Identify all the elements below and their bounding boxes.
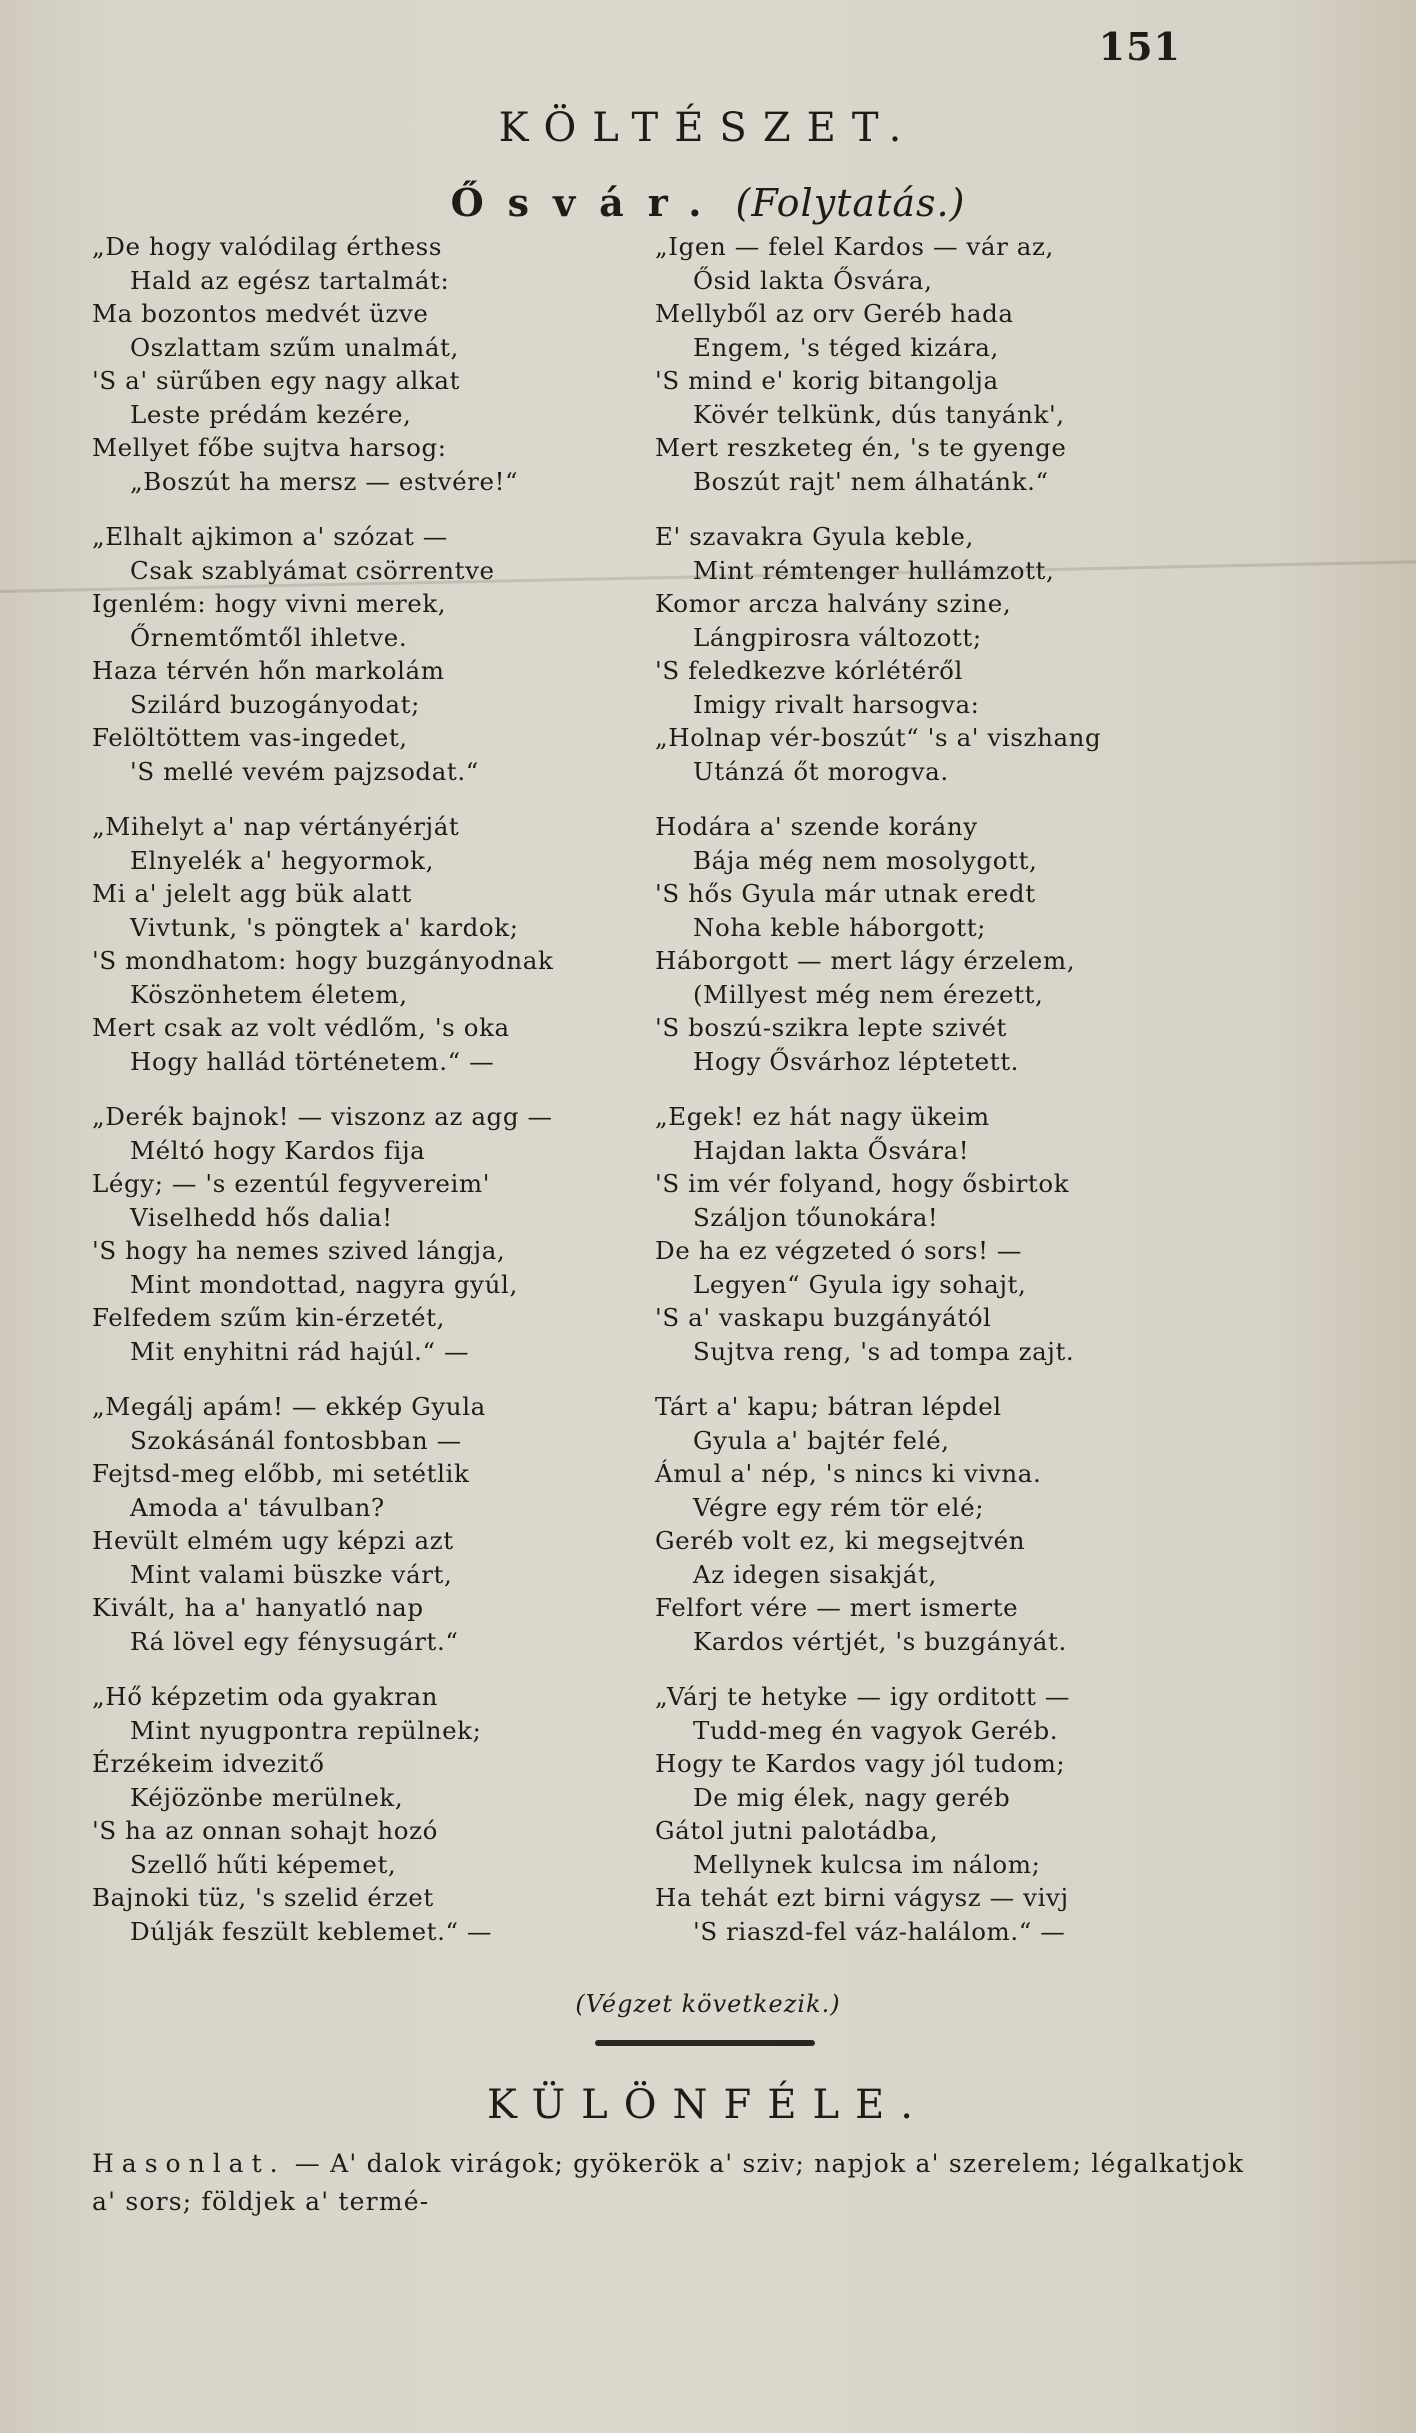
verse-line: Hald az egész tartalmát: xyxy=(130,265,450,295)
verse-line: „Elhalt ajkimon a' szózat — xyxy=(92,522,448,551)
verse-line: Kéjözönbe merülnek, xyxy=(130,1782,404,1812)
verse-line: Hogy Ősvárhoz léptetett. xyxy=(693,1046,1020,1076)
verse-line: 'S mellé vevém pajzsodat.“ xyxy=(130,756,479,786)
verse-line: Mert csak az volt védlőm, 's oka xyxy=(92,1013,510,1042)
section-title: KÖLTÉSZET. xyxy=(498,105,918,151)
to-be-continued-note: (Végzet következik.) xyxy=(575,1990,841,2018)
verse-line: 'S ha az onnan sohajt hozó xyxy=(92,1816,438,1845)
verse-line: Kardos vértjét, 's buzgányát. xyxy=(693,1626,1067,1656)
verse-line: Gátol jutni palotádba, xyxy=(655,1816,939,1845)
verse-line: 'S boszú-szikra lepte szivét xyxy=(655,1013,1007,1042)
verse-line: Kivált, ha a' hanyatló nap xyxy=(92,1593,424,1622)
verse-line: Elnyelék a' hegyormok, xyxy=(130,845,435,875)
left-stanza xyxy=(92,1680,652,1948)
verse-line: Boszút rajt' nem álhatánk.“ xyxy=(693,466,1049,496)
poem-name: Ősvár. xyxy=(450,180,726,225)
verse-line: Csak szablyámat csörrentve xyxy=(130,555,495,585)
verse-line: Köszönhetem életem, xyxy=(130,979,408,1009)
verse-line: Ámul a' nép, 's nincs ki vivna. xyxy=(655,1459,1042,1488)
verse-line: Engem, 's téged kizára, xyxy=(693,332,999,362)
verse-line: 'S feledkezve kórlétéről xyxy=(655,656,963,685)
verse-line: Leste prédám kezére, xyxy=(130,399,412,429)
verse-line: Lángpirosra változott; xyxy=(693,622,982,652)
verse-line: Ha tehát ezt birni vágysz — vivj xyxy=(655,1883,1069,1912)
poem-continuation-note: (Folytatás.) xyxy=(735,181,966,225)
verse-line: Légy; — 's ezentúl fegyvereim' xyxy=(92,1169,491,1198)
verse-line: 'S a' vaskapu buzgányától xyxy=(655,1303,992,1332)
verse-line: Gyula a' bajtér felé, xyxy=(693,1425,950,1455)
verse-line: „Hő képzetim oda gyakran xyxy=(92,1682,439,1711)
verse-line: Haza térvén hőn markolám xyxy=(92,656,445,685)
verse-line: „Boszút ha mersz — estvére!“ xyxy=(130,466,519,496)
right-poem-column xyxy=(655,230,1255,1970)
verse-line: Noha keble háborgott; xyxy=(693,912,987,942)
right-stanza xyxy=(655,520,1255,788)
verse-line: Sujtva reng, 's ad tompa zajt. xyxy=(693,1336,1075,1366)
verse-line: Tárt a' kapu; bátran lépdel xyxy=(655,1392,1002,1421)
left-stanza xyxy=(92,810,652,1078)
right-stanza xyxy=(655,810,1255,1078)
verse-line: Mellyet főbe sujtva harsog: xyxy=(92,433,447,462)
right-stanza xyxy=(655,1390,1255,1658)
verse-line: Mellynek kulcsa im nálom; xyxy=(693,1849,1041,1879)
verse-line: Méltó hogy Kardos fija xyxy=(130,1135,426,1165)
verse-line: 'S im vér folyand, hogy ősbirtok xyxy=(655,1169,1070,1198)
verse-line: Mellyből az orv Geréb hada xyxy=(655,299,1014,328)
verse-line: Szokásánál fontosbban — xyxy=(130,1425,462,1455)
verse-line: „Igen — felel Kardos — vár az, xyxy=(655,232,1054,261)
verse-line: Fejtsd-meg előbb, mi setétlik xyxy=(92,1459,470,1488)
left-stanza xyxy=(92,1390,652,1658)
verse-line: Mi a' jelelt agg bük alatt xyxy=(92,879,412,908)
verse-line: „Mihelyt a' nap vértányérját xyxy=(92,812,460,841)
verse-line: 'S hős Gyula már utnak eredt xyxy=(655,879,1036,908)
verse-line: Amoda a' távulban? xyxy=(130,1492,385,1522)
verse-line: Mint rémtenger hullámzott, xyxy=(693,555,1055,585)
verse-line: De mig élek, nagy geréb xyxy=(693,1782,1011,1812)
verse-line: Száljon tőunokára! xyxy=(693,1202,939,1232)
verse-line: 'S hogy ha nemes szived lángja, xyxy=(92,1236,506,1265)
verse-line: Hogy hallád történetem.“ — xyxy=(130,1046,495,1076)
poem-title xyxy=(0,180,1416,225)
page-number: 151 xyxy=(1098,24,1181,69)
verse-line: Mert reszketeg én, 's te gyenge xyxy=(655,433,1067,462)
verse-line: Végre egy rém tör elé; xyxy=(693,1492,985,1522)
verse-line: Dúlják feszült keblemet.“ — xyxy=(130,1916,493,1946)
verse-line: Ma bozontos medvét üzve xyxy=(92,299,429,328)
verse-line: „Derék bajnok! — viszonz az agg — xyxy=(92,1102,553,1131)
verse-line: Ősid lakta Ősvára, xyxy=(693,265,933,295)
verse-line: Hogy te Kardos vagy jól tudom; xyxy=(655,1749,1066,1778)
verse-line: Kövér telkünk, dús tanyánk', xyxy=(693,399,1065,429)
verse-line: „De hogy valódilag érthess xyxy=(92,232,443,261)
verse-line: Bajnoki tüz, 's szelid érzet xyxy=(92,1883,434,1912)
verse-line: „Holnap vér-boszút“ 's a' viszhang xyxy=(655,723,1102,752)
verse-line: „Egek! ez hát nagy ükeim xyxy=(655,1102,990,1131)
verse-line: „Várj te hetyke — igy orditott — xyxy=(655,1682,1070,1711)
right-stanza xyxy=(655,230,1255,498)
left-stanza xyxy=(92,230,652,498)
verse-line: Legyen“ Gyula igy sohajt, xyxy=(693,1269,1027,1299)
verse-line: (Millyest még nem érezett, xyxy=(693,979,1044,1009)
verse-line: Felfort vére — mert ismerte xyxy=(655,1593,1019,1622)
verse-line: Háborgott — mert lágy érzelem, xyxy=(655,946,1076,975)
verse-line: Geréb volt ez, ki megsejtvén xyxy=(655,1526,1026,1555)
verse-line: Igenlém: hogy vivni merek, xyxy=(92,589,447,618)
verse-line: Mit enyhitni rád hajúl.“ — xyxy=(130,1336,470,1366)
verse-line: Az idegen sisakját, xyxy=(693,1559,937,1589)
verse-line: Bája még nem mosolygott, xyxy=(693,845,1038,875)
misc-text: — A' dalok virágok; gyökerök a' sziv; napjok a' szerelem; légalkatjok a' sors; földjek a' termé- xyxy=(92,2149,1245,2216)
verse-line: Vivtunk, 's pöngtek a' kardok; xyxy=(130,912,519,942)
right-stanza xyxy=(655,1100,1255,1368)
misc-section-title: KÜLÖNFÉLE. xyxy=(487,2082,929,2128)
section-divider xyxy=(595,2040,815,2046)
verse-line: Imigy rivalt harsogva: xyxy=(693,689,980,719)
verse-line: Mint valami büszke várt, xyxy=(130,1559,453,1589)
verse-line: Hodára a' szende korány xyxy=(655,812,978,841)
verse-line: 'S mondhatom: hogy buzgányodnak xyxy=(92,946,554,975)
verse-line: Hevült elmém ugy képzi azt xyxy=(92,1526,454,1555)
verse-line: Mint mondottad, nagyra gyúl, xyxy=(130,1269,518,1299)
verse-line: Őrnemtőmtől ihletve. xyxy=(130,622,408,652)
verse-line: Mint nyugpontra repülnek; xyxy=(130,1715,482,1745)
verse-line: Érzékeim idvezitő xyxy=(92,1749,325,1778)
verse-line: De ha ez végzeted ó sors! — xyxy=(655,1236,1023,1265)
left-stanza xyxy=(92,1100,652,1368)
verse-line: 'S riaszd-fel váz-halálom.“ — xyxy=(693,1916,1066,1946)
verse-line: 'S mind e' korig bitangolja xyxy=(655,366,999,395)
verse-line: Utánzá őt morogva. xyxy=(693,756,949,786)
left-stanza xyxy=(92,520,652,788)
verse-line: E' szavakra Gyula keble, xyxy=(655,522,974,551)
verse-line: Komor arcza halvány szine, xyxy=(655,589,1012,618)
verse-line: Szellő hűti képemet, xyxy=(130,1849,397,1879)
misc-paragraph xyxy=(92,2145,1272,2221)
verse-line: Szilárd buzogányodat; xyxy=(130,689,420,719)
verse-line: Felfedem szűm kin-érzetét, xyxy=(92,1303,445,1332)
verse-line: Hajdan lakta Ősvára! xyxy=(693,1135,970,1165)
misc-term: Hasonlat. xyxy=(92,2149,286,2178)
verse-line: Viselhedd hős dalia! xyxy=(130,1202,393,1232)
verse-line: Felöltöttem vas-ingedet, xyxy=(92,723,408,752)
left-poem-column xyxy=(92,230,652,1970)
verse-line: Tudd-meg én vagyok Geréb. xyxy=(693,1715,1059,1745)
verse-line: 'S a' sürűben egy nagy alkat xyxy=(92,366,461,395)
verse-line: „Megálj apám! — ekkép Gyula xyxy=(92,1392,486,1421)
verse-line: Oszlattam szűm unalmát, xyxy=(130,332,459,362)
verse-line: Rá lövel egy fénysugárt.“ xyxy=(130,1626,459,1656)
right-stanza xyxy=(655,1680,1255,1948)
